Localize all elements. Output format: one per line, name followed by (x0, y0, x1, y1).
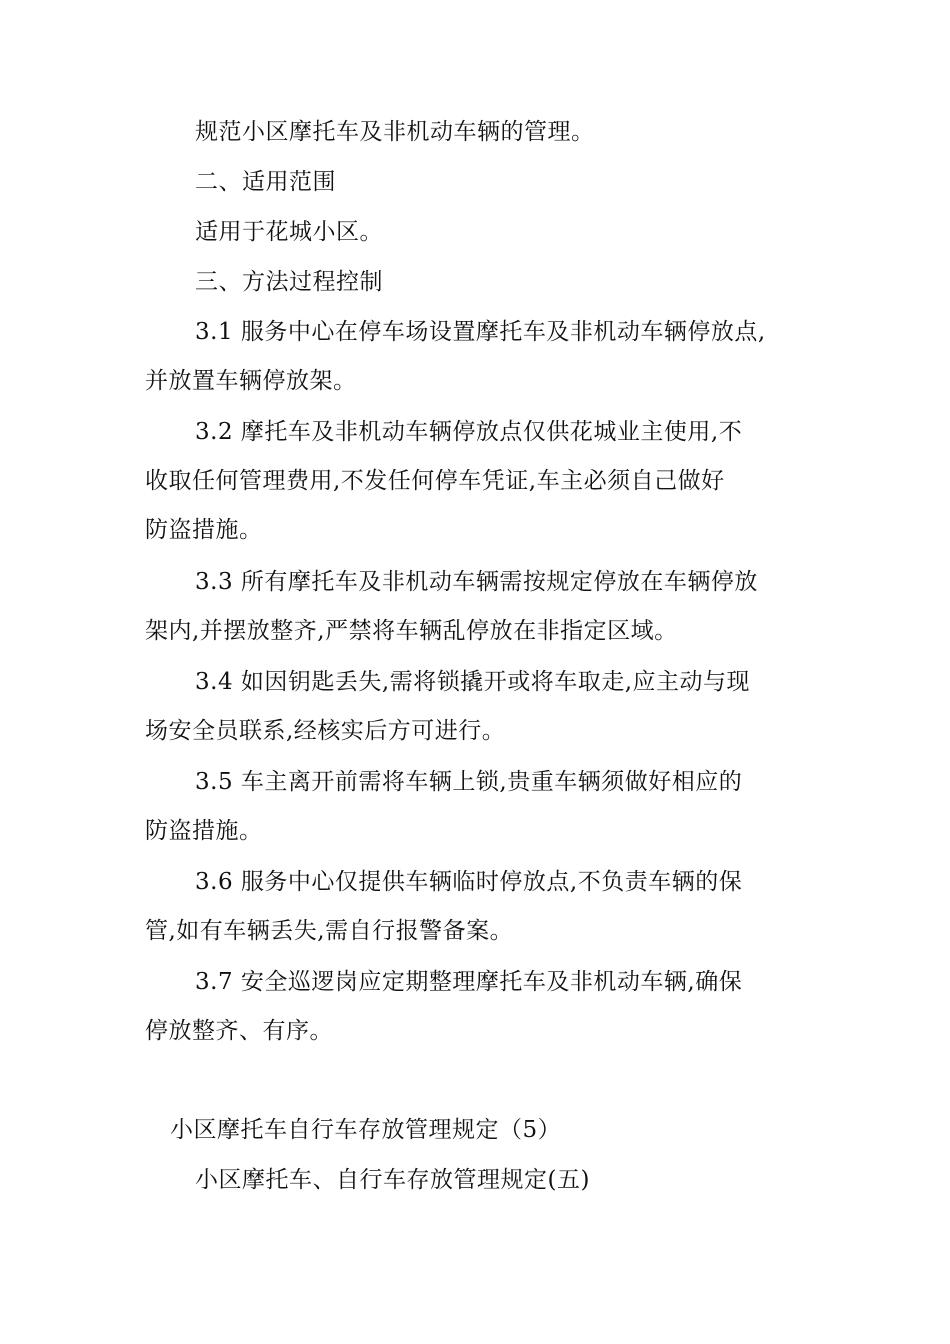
text-line: 停放整齐、有序。 (145, 1018, 333, 1044)
text-line: 3.3 所有摩托车及非机动车辆需按规定停放在车辆停放 (195, 569, 758, 595)
text-line: 管,如有车辆丢失,需自行报警备案。 (145, 918, 514, 944)
text-line: 规范小区摩托车及非机动车辆的管理。 (195, 119, 595, 145)
text-line: 防盗措施。 (145, 818, 263, 844)
section-title: 小区摩托车自行车存放管理规定（5） (170, 1117, 562, 1143)
text-line: 架内,并摆放整齐,严禁将车辆乱停放在非指定区域。 (145, 618, 678, 644)
text-line: 3.1 服务中心在停车场设置摩托车及非机动车辆停放点, (195, 319, 766, 345)
text-line: 3.5 车主离开前需将车辆上锁,贵重车辆须做好相应的 (195, 769, 743, 795)
paragraph-intro (145, 108, 810, 157)
clause-3-2 (145, 408, 810, 555)
clause-3-7 (145, 958, 810, 1056)
text-line: 二、适用范围 (195, 169, 336, 195)
clause-3-6 (145, 858, 810, 956)
text-line: 3.4 如因钥匙丢失,需将锁撬开或将车取走,应主动与现 (195, 669, 751, 695)
text-line: 防盗措施。 (145, 517, 263, 543)
text-line: 适用于花城小区。 (195, 219, 383, 245)
text-line: 场安全员联系,经核实后方可进行。 (145, 718, 506, 744)
clause-3-3 (145, 558, 810, 656)
text-line: 3.7 安全巡逻岗应定期整理摩托车及非机动车辆,确保 (195, 969, 743, 995)
text-line: 三、方法过程控制 (195, 269, 383, 295)
section-heading-process (145, 258, 810, 307)
text-line: 并放置车辆停放架。 (145, 368, 357, 394)
text-line: 3.6 服务中心仅提供车辆临时停放点,不负责车辆的保 (195, 869, 743, 895)
clause-3-4 (145, 658, 810, 756)
section-heading-scope (145, 158, 810, 207)
text-line: 3.2 摩托车及非机动车辆停放点仅供花城业主使用,不 (195, 419, 743, 445)
clause-3-5 (145, 758, 810, 856)
paragraph-scope (145, 208, 810, 257)
clause-3-1 (145, 308, 810, 406)
text-line: 收取任何管理费用,不发任何停车凭证,车主必须自己做好 (145, 468, 725, 494)
section-subtitle: 小区摩托车、自行车存放管理规定(五) (195, 1167, 590, 1193)
